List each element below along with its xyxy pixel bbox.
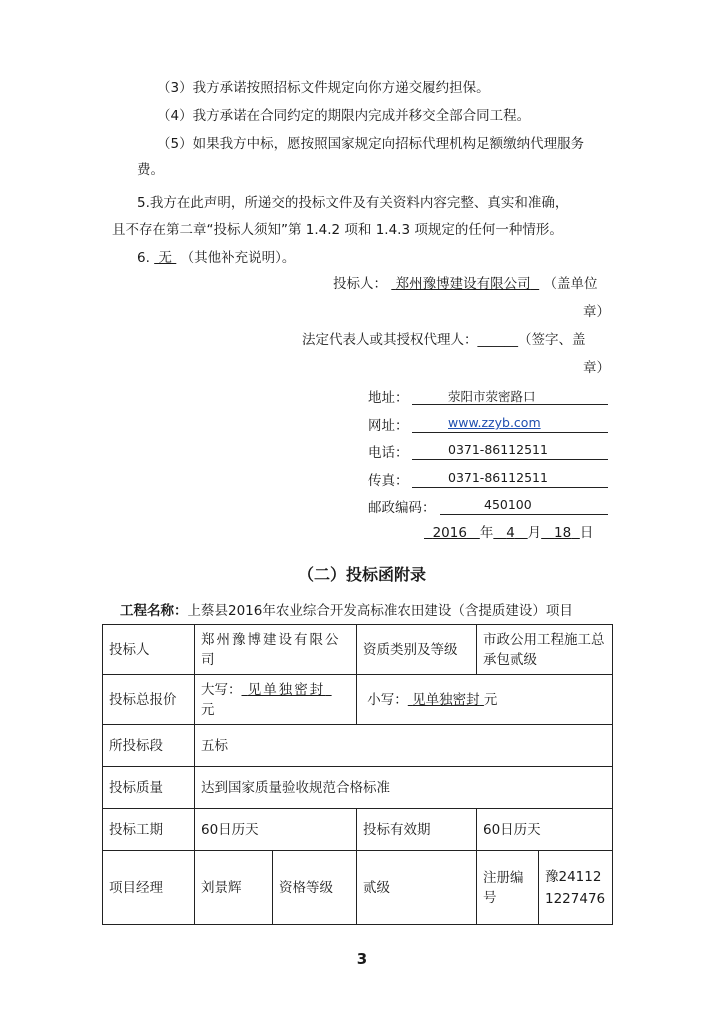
rep-label: 法定代表人或其授权代理人：	[302, 332, 478, 348]
bidder-note-end: 章）	[583, 304, 610, 320]
statement-6-suffix: （其他补充说明）。	[180, 250, 296, 266]
validity-cell-label: 投标有效期	[357, 809, 477, 851]
table-row	[103, 625, 613, 675]
qual-cell-label: 资质类别及等级	[357, 625, 477, 675]
statement-6	[137, 248, 295, 268]
price-lower-cell	[357, 675, 613, 725]
page-number: 3	[356, 950, 368, 968]
bidder-note: （盖单位	[543, 276, 598, 292]
project-label: 工程名称：	[120, 603, 188, 619]
phone-value: 0371-86112511	[448, 442, 548, 457]
table-row	[103, 851, 613, 925]
section-cell-value: 五标	[195, 725, 613, 767]
fax-value: 0371-86112511	[448, 470, 548, 485]
clause-5-line2: 费。	[137, 162, 164, 178]
price-lower-value: 见单独密封	[412, 691, 480, 708]
validity-cell-value: 60日历天	[477, 809, 613, 851]
price-upper-cell	[195, 675, 357, 725]
grade-cell-value: 贰级	[357, 851, 477, 925]
statement-6-value: 无	[158, 250, 172, 266]
date-month: 4	[506, 525, 515, 541]
web-label: 网址：	[368, 418, 409, 434]
appendix-table	[102, 624, 613, 925]
clause-3: （3）我方承诺按照招标文件规定向你方递交履约担保。	[157, 80, 490, 96]
postal-value: 450100	[484, 497, 532, 512]
bidder-cell-label: 投标人	[103, 625, 195, 675]
period-cell-value: 60日历天	[195, 809, 357, 851]
table-row	[103, 809, 613, 851]
table-row	[103, 675, 613, 725]
bidder-label: 投标人：	[333, 276, 387, 292]
reg-cell-value: 豫241121227476	[539, 851, 613, 925]
web-value[interactable]: www.zzyb.com	[448, 415, 541, 430]
statement-6-prefix: 6.	[137, 250, 150, 266]
postal-label: 邮政编码：	[368, 500, 436, 516]
price-upper-label: 大写：	[201, 681, 242, 698]
section-cell-label: 所投标段	[103, 725, 195, 767]
rep-blank: ______	[477, 332, 518, 348]
grade-cell-label: 资格等级	[273, 851, 357, 925]
date-day: 18	[554, 525, 572, 541]
clause-5-line1: （5）如果我方中标，愿按照国家规定向招标代理机构足额缴纳代理服务	[157, 136, 585, 152]
date-year-unit: 年	[479, 525, 494, 541]
statement-5-line2: 且不存在第二章“投标人须知”第 1.4.2 项和 1.4.3 项规定的任何一种情形。	[112, 222, 563, 238]
reg-cell-label: 注册编号	[477, 851, 539, 925]
rep-note-end: 章）	[583, 360, 610, 376]
phone-label: 电话：	[368, 445, 409, 461]
project-name	[120, 599, 573, 619]
rep-note: （签字、盖	[518, 332, 586, 348]
price-upper-unit: 元	[201, 701, 215, 718]
rep-line	[302, 330, 586, 350]
price-lower-label: 小写：	[367, 691, 408, 708]
date-year: 2016	[432, 525, 467, 541]
address-label: 地址：	[368, 390, 409, 406]
date-day-unit: 日	[579, 525, 594, 541]
bidder-cell-value: 郑州豫博建设有限公司	[195, 625, 357, 675]
pm-cell-label: 项目经理	[103, 851, 195, 925]
appendix-title: （二）投标函附录	[297, 565, 426, 584]
date-line	[424, 523, 593, 543]
pm-cell-value: 刘景辉	[195, 851, 273, 925]
date-month-unit: 月	[527, 525, 542, 541]
period-cell-label: 投标工期	[103, 809, 195, 851]
quality-cell-value: 达到国家质量验收规范合格标准	[195, 767, 613, 809]
fax-label: 传真：	[368, 473, 409, 489]
bidder-value: 郑州豫博建设有限公司	[395, 276, 531, 292]
price-cell-label: 投标总报价	[103, 675, 195, 725]
statement-5-line1: 5.我方在此声明，所递交的投标文件及有关资料内容完整、真实和准确，	[137, 195, 569, 211]
bidder-line	[333, 274, 597, 294]
price-upper-value: 见单独密封	[247, 681, 326, 698]
price-lower-unit: 元	[483, 691, 498, 708]
qual-cell-value: 市政公用工程施工总承包贰级	[477, 625, 613, 675]
table-row	[103, 767, 613, 809]
address-value: 荥阳市荥密路口	[448, 389, 536, 404]
table-row	[103, 725, 613, 767]
clause-4: （4）我方承诺在合同约定的期限内完成并移交全部合同工程。	[157, 108, 531, 124]
project-value: 上蔡县2016年农业综合开发高标准农田建设（含提质建设）项目	[187, 603, 573, 619]
quality-cell-label: 投标质量	[103, 767, 195, 809]
